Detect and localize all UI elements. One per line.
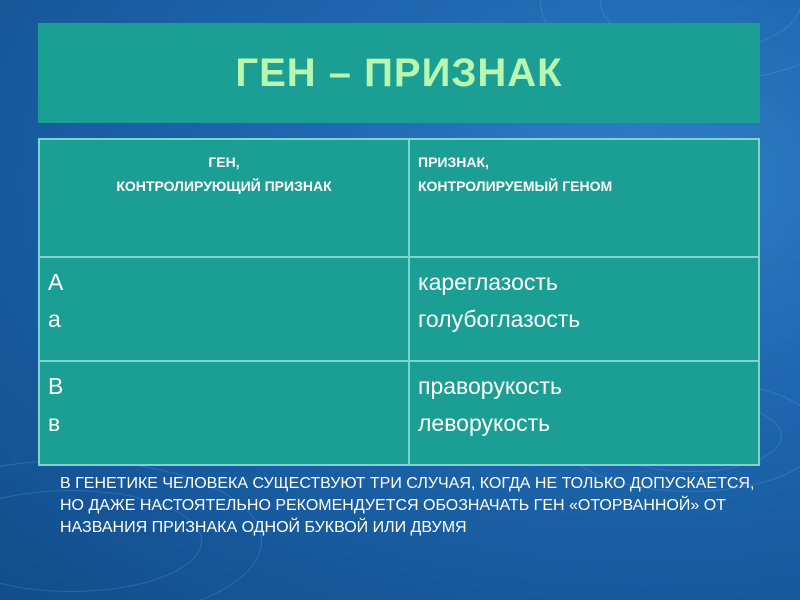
trait-recessive: голубоглазость — [418, 306, 581, 332]
title-bar — [38, 23, 760, 123]
table-row — [39, 361, 759, 465]
header-gene-line2: КОНТРОЛИРУЮЩИЙ ПРИЗНАК — [116, 178, 332, 194]
trait-cell — [409, 361, 759, 465]
slide-title: ГЕН – ПРИЗНАК — [235, 50, 563, 95]
trait-cell — [409, 257, 759, 361]
header-trait-line1: ПРИЗНАК, — [418, 154, 489, 170]
header-gene-line1: ГЕН, — [208, 154, 240, 170]
gene-cell — [39, 257, 409, 361]
gene-dominant: В — [48, 373, 64, 399]
note-text: В ГЕНЕТИКЕ ЧЕЛОВЕКА СУЩЕСТВУЮТ ТРИ СЛУЧАЯ, КОГДА НЕ ТОЛЬКО ДОПУСКАЕТСЯ, НО ДАЖЕ НАСТОЯТЕЛЬНО РЕКОМЕНДУЕТСЯ ОБОЗНАЧАТЬ ГЕН «ОТОРВАННОЙ» ОТ НАЗВАНИЯ ПРИЗНАКА ОДНОЙ БУКВОЙ ИЛИ ДВУМЯ — [60, 475, 755, 536]
table-header-row — [39, 139, 759, 257]
trait-dominant: праворукость — [418, 373, 562, 399]
table-row — [39, 257, 759, 361]
header-trait-line2: КОНТРОЛИРУЕМЫЙ ГЕНОМ — [418, 178, 613, 194]
gene-cell — [39, 361, 409, 465]
header-gene — [39, 139, 409, 257]
trait-dominant: кареглазость — [418, 269, 558, 295]
gene-recessive: а — [48, 306, 61, 332]
header-trait — [409, 139, 759, 257]
gene-dominant: А — [48, 269, 64, 295]
gene-recessive: в — [48, 410, 61, 436]
trait-recessive: леворукость — [418, 410, 551, 436]
gene-trait-table — [38, 138, 760, 466]
